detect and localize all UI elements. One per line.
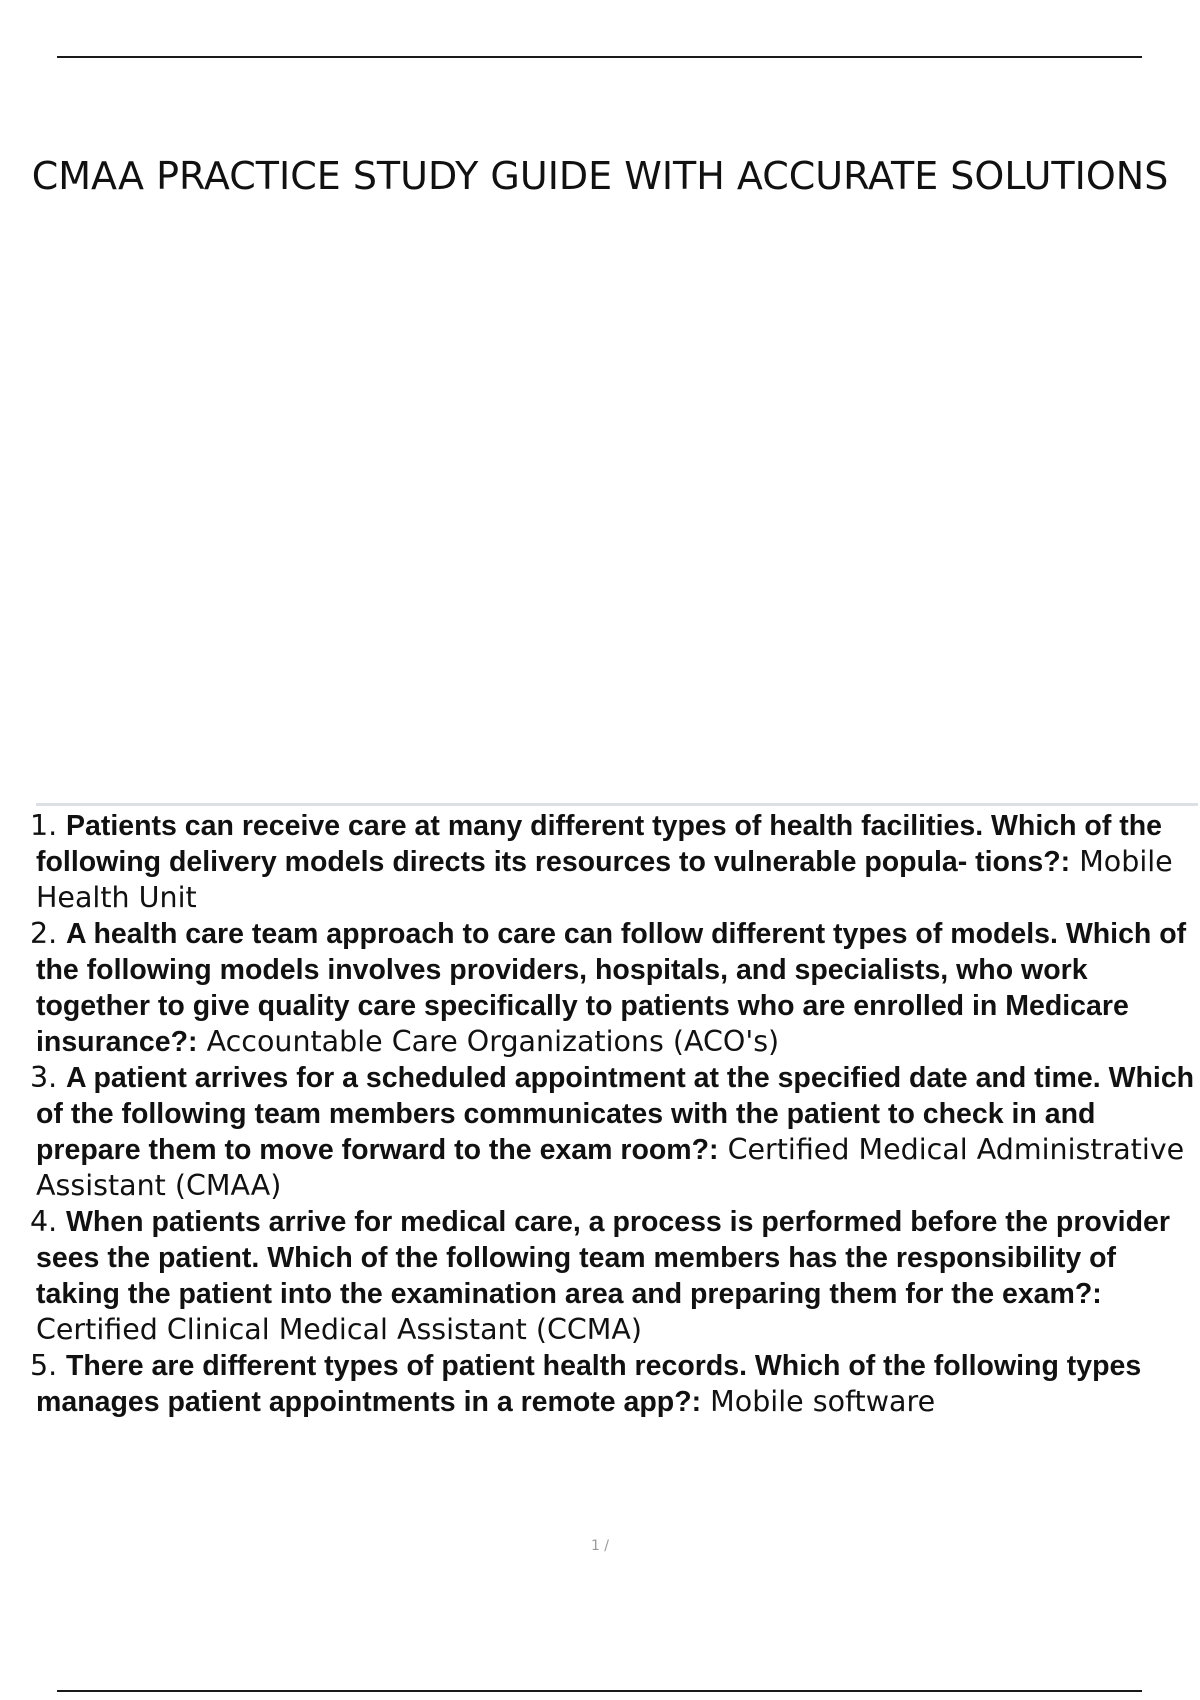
- answer-text: Accountable Care Organizations (ACO's): [206, 1025, 780, 1058]
- question-text: A patient arrives for a scheduled appointment at the specified date and time. Which of the following team members communicates with the patient to check in and prepare them to move forward to the exam room?:: [36, 1062, 1195, 1166]
- page-number: 1 /: [590, 1538, 610, 1554]
- question-item: [0, 1060, 1200, 1204]
- question-text: There are different types of patient health records. Which of the following types manages patient appointments in a remote app?:: [36, 1350, 1142, 1418]
- question-item: [0, 808, 1200, 916]
- question-list: [0, 808, 1200, 1420]
- question-item: [0, 1204, 1200, 1348]
- answer-text: Mobile Health Unit: [36, 845, 1173, 914]
- question-text: When patients arrive for medical care, a process is performed before the provider sees the patient. Which of the following team members has the responsibility of taking the patient into the examination area and preparing them for the exam?:: [36, 1206, 1170, 1310]
- question-text: A health care team approach to care can follow different types of models. Which of the following models involves providers, hospitals, and specialists, who work together to give quality care specifically to patients who are enrolled in Medicare insurance?:: [36, 918, 1187, 1058]
- footer-rule: [57, 1690, 1142, 1692]
- question-item: [0, 916, 1200, 1060]
- question-number: 2.: [30, 917, 58, 950]
- question-number: 4.: [30, 1205, 58, 1238]
- document-title: CMAA PRACTICE STUDY GUIDE WITH ACCURATE SOLUTIONS: [31, 154, 1169, 198]
- header-rule: [57, 56, 1142, 58]
- section-divider: [36, 803, 1198, 806]
- answer-text: Mobile software: [710, 1385, 936, 1418]
- answer-text: Certified Clinical Medical Assistant (CCMA): [36, 1313, 642, 1346]
- question-text: Patients can receive care at many different types of health facilities. Which of the following delivery models directs its resources to vulnerable popula- tions?:: [36, 810, 1162, 878]
- question-number: 3.: [30, 1061, 58, 1094]
- question-number: 1.: [30, 809, 58, 842]
- question-item: [0, 1348, 1200, 1420]
- question-number: 5.: [30, 1349, 58, 1382]
- answer-text: Certified Medical Administrative Assistant (CMAA): [36, 1133, 1185, 1202]
